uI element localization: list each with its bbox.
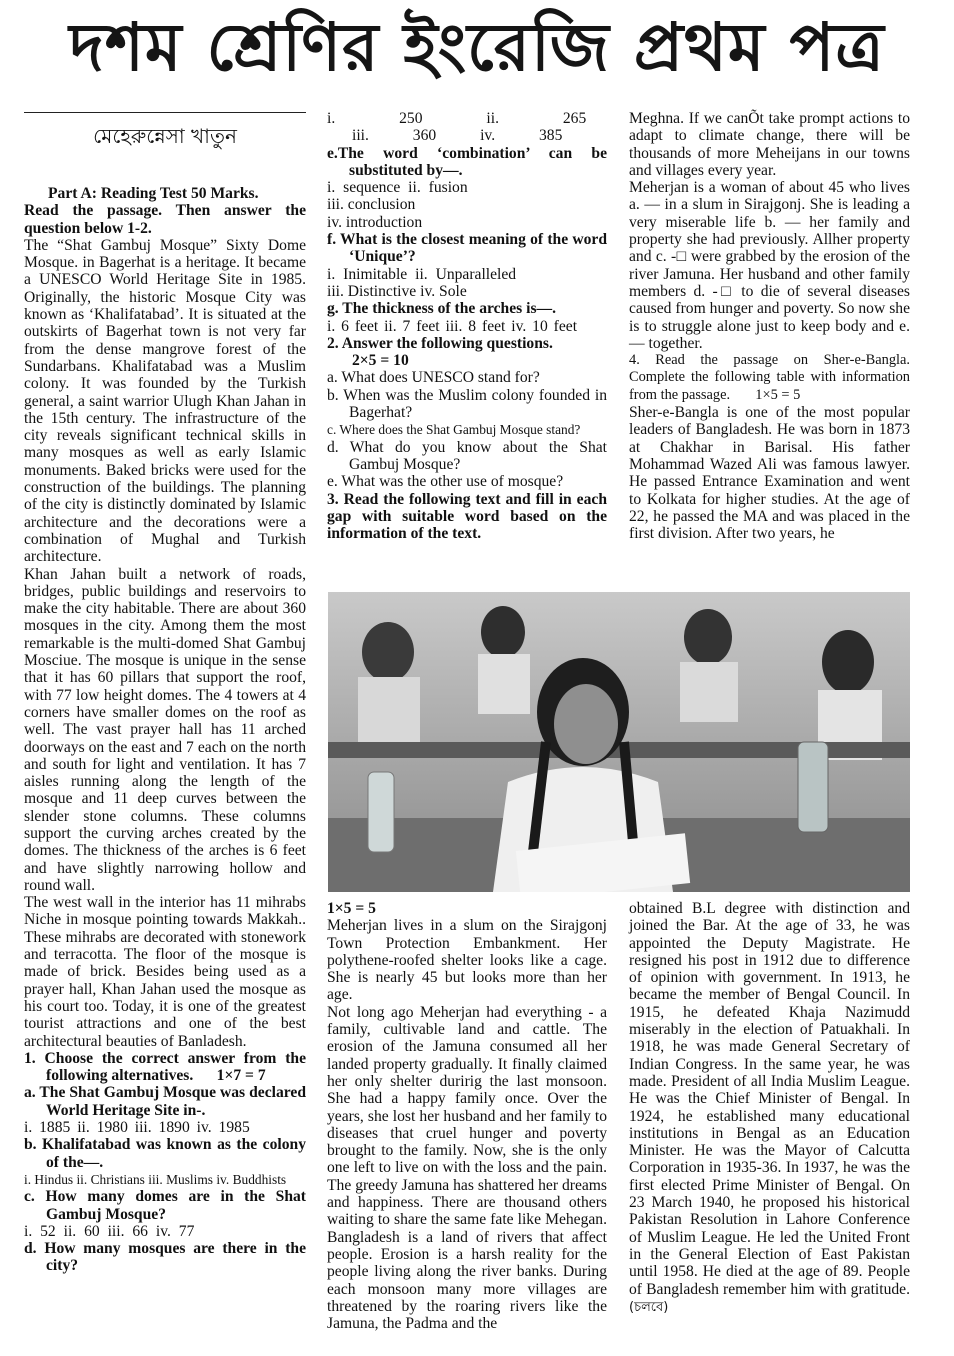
question: a. The Shat Gambuj Mosque was declared World Heritage Site in-. <box>24 1084 306 1119</box>
marks: 1×5 = 5 <box>755 386 801 403</box>
question: f. What is the closest meaning of the word ‘Unique’? <box>327 231 607 266</box>
paragraph: Not long ago Meherjan had everything - a family, cultivable land and cattle. The erosion of the Jamuna consumed all her landed property gradually. It finally claimed her only shelter duririg the last monsoon. She had a happy family once. Over the years, she lost her husband and her family to diseases that cruel hunger and poverty brought to the family. Now, she is the only one left to live on with the loss and the pain. The greedy Jamuna has shattered her dreams and happiness. There are thousand others waiting to share the same fate like Mehegan. Bangladesh is a land of rivers that affect people. Erosion is a harsh reality for the people living along the river banks. During each monsoon many more villages are threatened by the roaring rivers like the Jamuna, the Padma and the <box>327 1003 607 1333</box>
question-text: 4. Read the passage on Sher-e-Bangla. Complete the following table with information from the passage. <box>629 352 910 403</box>
question: d. How many mosques are there in the city? <box>24 1240 306 1275</box>
question-heading: 3. Read the following text and fill in each gap with suitable word based on the information of the text. <box>327 490 607 543</box>
column-2 <box>327 110 607 542</box>
paragraph: Meghna. If we canÕt take prompt actions to adapt to climate change, there will be thousands of more Meheijans in our towns and villages every year. <box>629 110 910 179</box>
question-heading: 2. Answer the following questions. <box>327 334 553 352</box>
paragraph: Khan Jahan built a network of roads, bridges, public buildings and reservoirs to make the city habitable. There are about 360 mosques in the city. Among them the most remarkable is the multi-domed Shat Gambuj Mosciue. The mosque is unique in the sense that it has 60 pillars that support the roof, with 77 low height domes. The 4 towers at 4 corners have smaller domes on the roof as well. The vast prayer hall has 11 arched doorways on the east and 7 each on the north and south for light and ventilation. It has 7 aisles running along the length of the mosque and 11 deep curves between the slender stone columns. These columns support the curving arches created by the domes. The thickness of the arches is 6 feet and have slightly narrowing hollow and round wall. <box>24 565 306 894</box>
question: e. What was the other use of mosque? <box>327 473 564 491</box>
options: i. 1885 ii. 1980 iii. 1890 iv. 1985 <box>24 1119 250 1137</box>
options: iii. 360 iv. 385 <box>352 127 563 145</box>
question-text: 1. Choose the correct answer from the following alternatives. <box>24 1049 306 1085</box>
instruction: Read the passage. Then answer the question below 1-2. <box>24 202 306 237</box>
paragraph: The “Shat Gambuj Mosque” Sixty Dome Mosque. in Bagerhat is a heritage. It became a UNESCO World Heritage Site in 1985. Originally, the historic Mosque City was known as ‘Khalifatabad’. It is situated at the outskirts of Bagerhat town is not very far from the dense mangrove forest of the Sundarbans. Khalifatabad was a Muslim colony. It was founded by the Turkish general, a saint warrior Ulugh Khan Jahan in the 15th century. The infrastructure of the city reveals significant technical skills in many mosques as well as early Islamic monuments. Baked bricks were used for the construction of the buildings. The planning of the city is distinctly dominated by Islamic architecture and the decorations were a combination of Mughal and Turkish architecture. <box>24 236 306 566</box>
options: i. sequence ii. fusion <box>327 179 468 197</box>
author-name: মেহেরুন্নেসা খাতুন <box>93 124 237 148</box>
page-title: দশম শ্রেণির ইংরেজি প্রথম পত্র <box>69 9 885 86</box>
options: i. 250 ii. 265 <box>327 110 587 127</box>
paragraph: Meherjan is a woman of about 45 who lives a. — in a slum in Sirajgonj. She is leading a very miserable life b. — her family and property she had previously. Allher property and c. -□ were grabbed by the erosion of the river Jamuna. Her husband and other family members d. -□ to die of several diseases caused from hunger and poverty. So now she is to struggle alone just to keep body and e. — together. <box>629 179 910 352</box>
marks: 2×5 = 10 <box>352 352 409 370</box>
section-heading: Part A: Reading Test 50 Marks. <box>48 185 259 202</box>
continued-label: (চলবে) <box>629 1299 669 1315</box>
options: i. 52 ii. 60 iii. 66 iv. 77 <box>24 1222 195 1240</box>
options: i. Hindus ii. Christians iii. Muslims iv. Buddhists <box>24 1171 287 1187</box>
question: b. Khalifatabad was known as the colony of the—. <box>24 1136 306 1171</box>
options: i. Inimitable ii. Unparalleled <box>327 265 517 283</box>
column-1 <box>24 112 306 1275</box>
options: iii. Distinctive iv. Sole <box>327 282 467 300</box>
question: g. The thickness of the arches is—. <box>327 300 557 318</box>
question: d. What do you know about the Shat Gambuj Mosque? <box>327 438 607 473</box>
marks: 1×7 = 7 <box>216 1067 266 1085</box>
question: a. What does UNESCO stand for? <box>327 369 540 387</box>
column-3-bottom <box>629 900 910 1316</box>
question: c. How many domes are in the Shat Gambuj Mosque? <box>24 1188 306 1223</box>
question: b. When was the Muslim colony founded in Bagerhat? <box>327 386 607 422</box>
paragraph: Sher-e-Bangla is one of the most popular leaders of Bangladesh. He was born in 1873 at Chakhar in Barisal. His father Mohammad Wazed Ali was famous lawyer. He passed Entrance Examination and went to Kolkata for higher studies. At the age of 22, he passed the MA and was placed in the first division. After two years, he <box>629 404 910 543</box>
divider <box>24 112 306 113</box>
exam-hall-photo <box>328 592 910 892</box>
column-3 <box>629 110 910 542</box>
column-2-bottom <box>327 900 607 1332</box>
marks: 1×5 = 5 <box>327 900 376 917</box>
paragraph: Meherjan lives in a slum on the Sirajgonj Town Protection Embankment. Her polythene-roofed shelter looks like a cage. She is nearly 45 but looks more than her age. <box>327 917 607 1004</box>
question-heading <box>629 352 910 404</box>
options: iv. introduction <box>327 213 423 231</box>
options: i. 6 feet ii. 7 feet iii. 8 feet iv. 10 feet <box>327 317 578 335</box>
paragraph: The west wall in the interior has 11 mihrabs Niche in mosque pointing towards Makkah.. These mihrabs are decorated with stonework and terracotta. The floor of the mosque is made of brick. Besides being used as a prayer hall, Khan Jahan used the mosque as his court too. Today, it is one of the greatest tourist attractions and one of the best architectural beauties of Banladesh. <box>24 894 306 1050</box>
question: e.The word ‘combination’ can be substituted by—. <box>327 144 607 179</box>
paragraph <box>629 900 910 1316</box>
question-heading <box>24 1050 306 1085</box>
options: iii. conclusion <box>327 196 416 214</box>
paragraph-text: obtained B.L degree with distinction and joined the Bar. At the age of 33, he was appointed the Deputy Magistrate. He resigned his post in 1912 due to difference of opinion with government. In 1913, he became the member of Bengal Council. In 1915, he defeated Khaja Nazimudd miserably in the election of Patuakhali. In 1918, he was made General Secretary of Indian Congress. In the same year, he was made. President of all India Muslim League. He was the Chief Minister of Bengal. In 1924, he established many educational institutions in Bengal as an Education Minister. He was the Mayor of Calcutta Corporation in 1935-36. In 1937, he was the first elected Prime Minister of Bengal. On 23 March 1940, he proposed his historical Pakistan Resolution in Lahore Conference of Muslim League. He led the United Front in the General Election of East Pakistan until 1958. He died at the age of 89. People of Bangladesh remember him with gratitude. <box>629 900 910 1298</box>
question: c. Where does the Shat Gambuj Mosque stand? <box>327 422 581 438</box>
